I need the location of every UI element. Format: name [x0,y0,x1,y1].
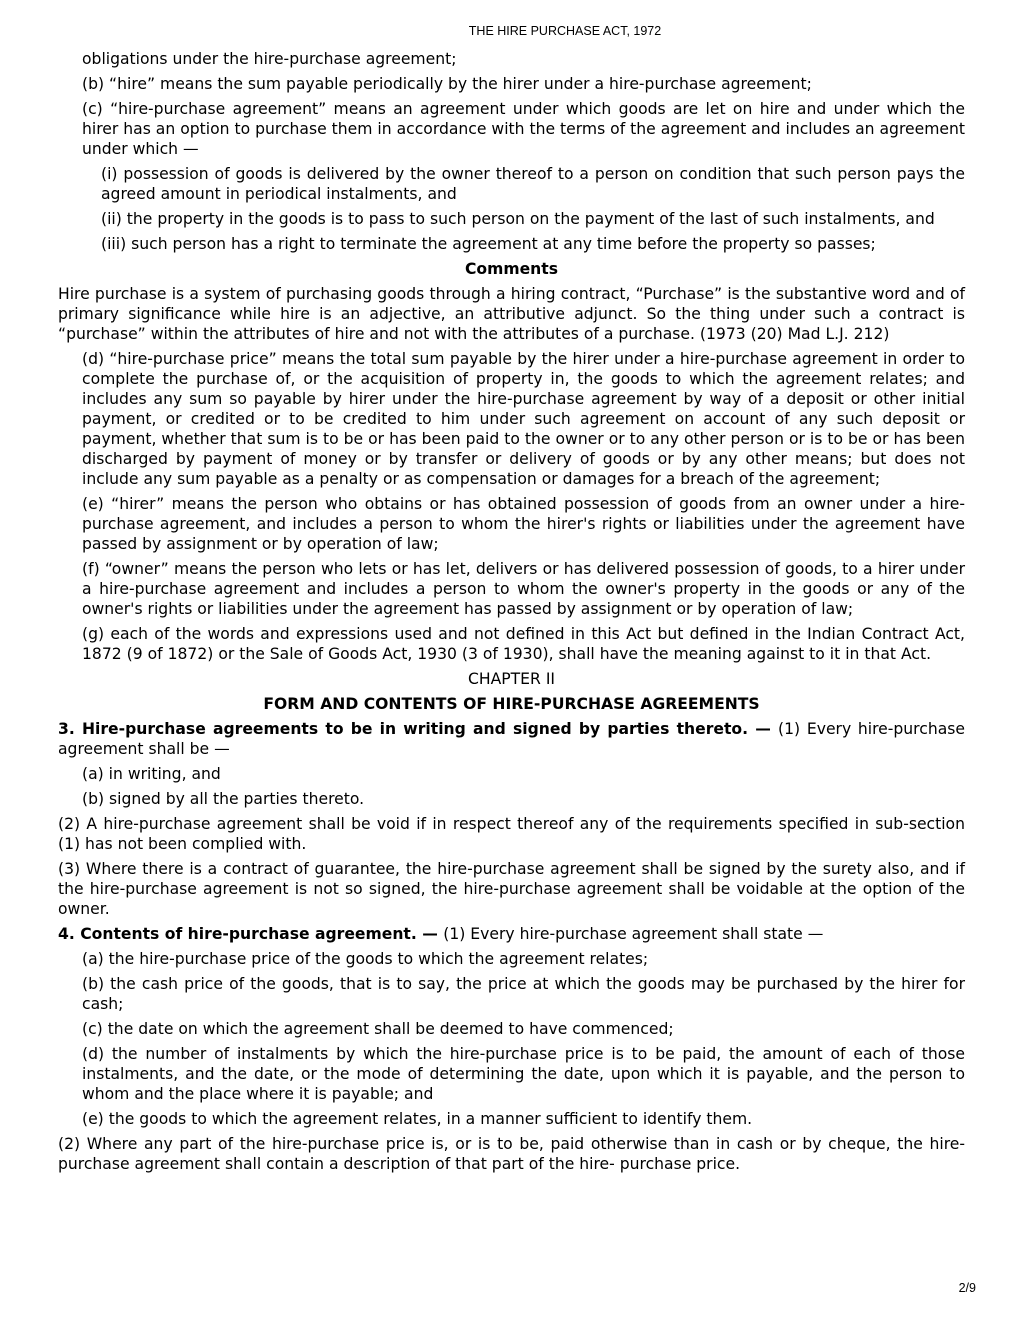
paragraph: (c) the date on which the agreement shall be deemed to have commenced; [82,1020,674,1038]
paragraph: (a) in writing, and [82,765,221,783]
section-4-title: 4. Contents of hire-purchase agreement. — [58,925,444,943]
paragraph: CHAPTER II [467,670,556,688]
paragraph: Hire purchase is a system of purchasing goods through a hiring contract, “Purchase” is the substantive word and of primary significance while hire is an adjective, an attributive adjunct. So the thing under such a contract is “purchase” within the attributes of hire and not with the attributes of a purchase. (1973 (20) Mad L.J. 212) [58,285,965,343]
paragraph: FORM AND CONTENTS OF HIRE-PURCHASE AGREEMENTS [263,695,760,713]
document-body [58,49,965,1179]
paragraph: (e) the goods to which the agreement relates, in a manner sufficient to identify them. [82,1110,753,1128]
paragraph: (2) A hire-purchase agreement shall be void if in respect thereof any of the requirements specified in sub-section (1) has not been complied with. [58,815,965,853]
paragraph: (3) Where there is a contract of guarantee, the hire-purchase agreement shall be signed by the surety also, and if the hire-purchase agreement is not so signed, the hire-purchase agreement shall be voidable at the option of the owner. [58,860,965,918]
paragraph: (d) “hire-purchase price” means the total sum payable by the hirer under a hire-purchase agreement in order to complete the purchase of, or the acquisition of property in, the goods to which the agreement relates; and includes any sum so payable by hirer under the hire-purchase agreement by way of a deposit or other initial payment, or credited or to be credited to him under such agreement on account of any such deposit or payment, whether that sum is to be or has been paid to the owner or to any other person or is to be or has been discharged by payment of money or by transfer or delivery of goods or by any other means; but does not include any sum payable as a penalty or as compensation or damages for a breach of the agreement; [82,350,965,488]
section-3 [58,719,965,759]
paragraph: (d) the number of instalments by which the hire-purchase price is to be paid, the amount of each of those instalments, and the date, or the mode of determining the date, upon which it is payable, and the person to whom and the place where it is payable; and [82,1045,965,1103]
paragraph: (2) Where any part of the hire-purchase price is, or is to be, paid otherwise than in cash or by cheque, the hire-purchase agreement shall contain a description of that part of the hire- purchase price. [58,1135,965,1173]
paragraph: (b) “hire” means the sum payable periodically by the hirer under a hire-purchase agreement; [82,75,812,93]
section-3-text: (1) Every hire-purchase agreement shall be — [58,720,965,758]
paragraph: (f) “owner” means the person who lets or has let, delivers or has delivered possession of goods, to a hirer under a hire-purchase agreement and includes a person to whom the owner's property in the goods or any of the owner's rights or liabilities under the agreement has passed by assignment or by operation of law; [82,560,965,618]
paragraph: (e) “hirer” means the person who obtains or has obtained possession of goods from an owner under a hire-purchase agreement, and includes a person to whom the hirer's rights or liabilities under the agreement have passed by assignment or by operation of law; [82,495,965,553]
page-number: 2/9 [958,1281,976,1295]
paragraph: (b) signed by all the parties thereto. [82,790,365,808]
paragraph: (c) “hire-purchase agreement” means an agreement under which goods are let on hire and under which the hirer has an option to purchase them in accordance with the terms of the agreement and includes an agreement under which — [82,100,965,158]
paragraph: Comments [464,260,559,278]
running-header [0,24,1020,38]
section-4-text: (1) Every hire-purchase agreement shall state — [443,925,824,943]
paragraph: (g) each of the words and expressions used and not defined in this Act but defined in the Indian Contract Act, 1872 (9 of 1872) or the Sale of Goods Act, 1930 (3 of 1930), shall have the meaning against to it in that Act. [82,625,965,663]
header-text: THE HIRE PURCHASE ACT, 1972 [468,24,662,38]
section-3-title: 3. Hire-purchase agreements to be in writing and signed by parties thereto. — [58,720,779,738]
paragraph: (ii) the property in the goods is to pass to such person on the payment of the last of such instalments, and [101,210,935,228]
paragraph: (a) the hire-purchase price of the goods to which the agreement relates; [82,950,649,968]
paragraph: (iii) such person has a right to terminate the agreement at any time before the property so passes; [101,235,876,253]
paragraph: (i) possession of goods is delivered by the owner thereof to a person on condition that such person pays the agreed amount in periodical instalments, and [101,165,965,203]
paragraph: (b) the cash price of the goods, that is to say, the price at which the goods may be purchased by the hirer for cash; [82,975,965,1013]
section-4 [58,924,965,944]
paragraph: obligations under the hire-purchase agreement; [82,50,457,68]
